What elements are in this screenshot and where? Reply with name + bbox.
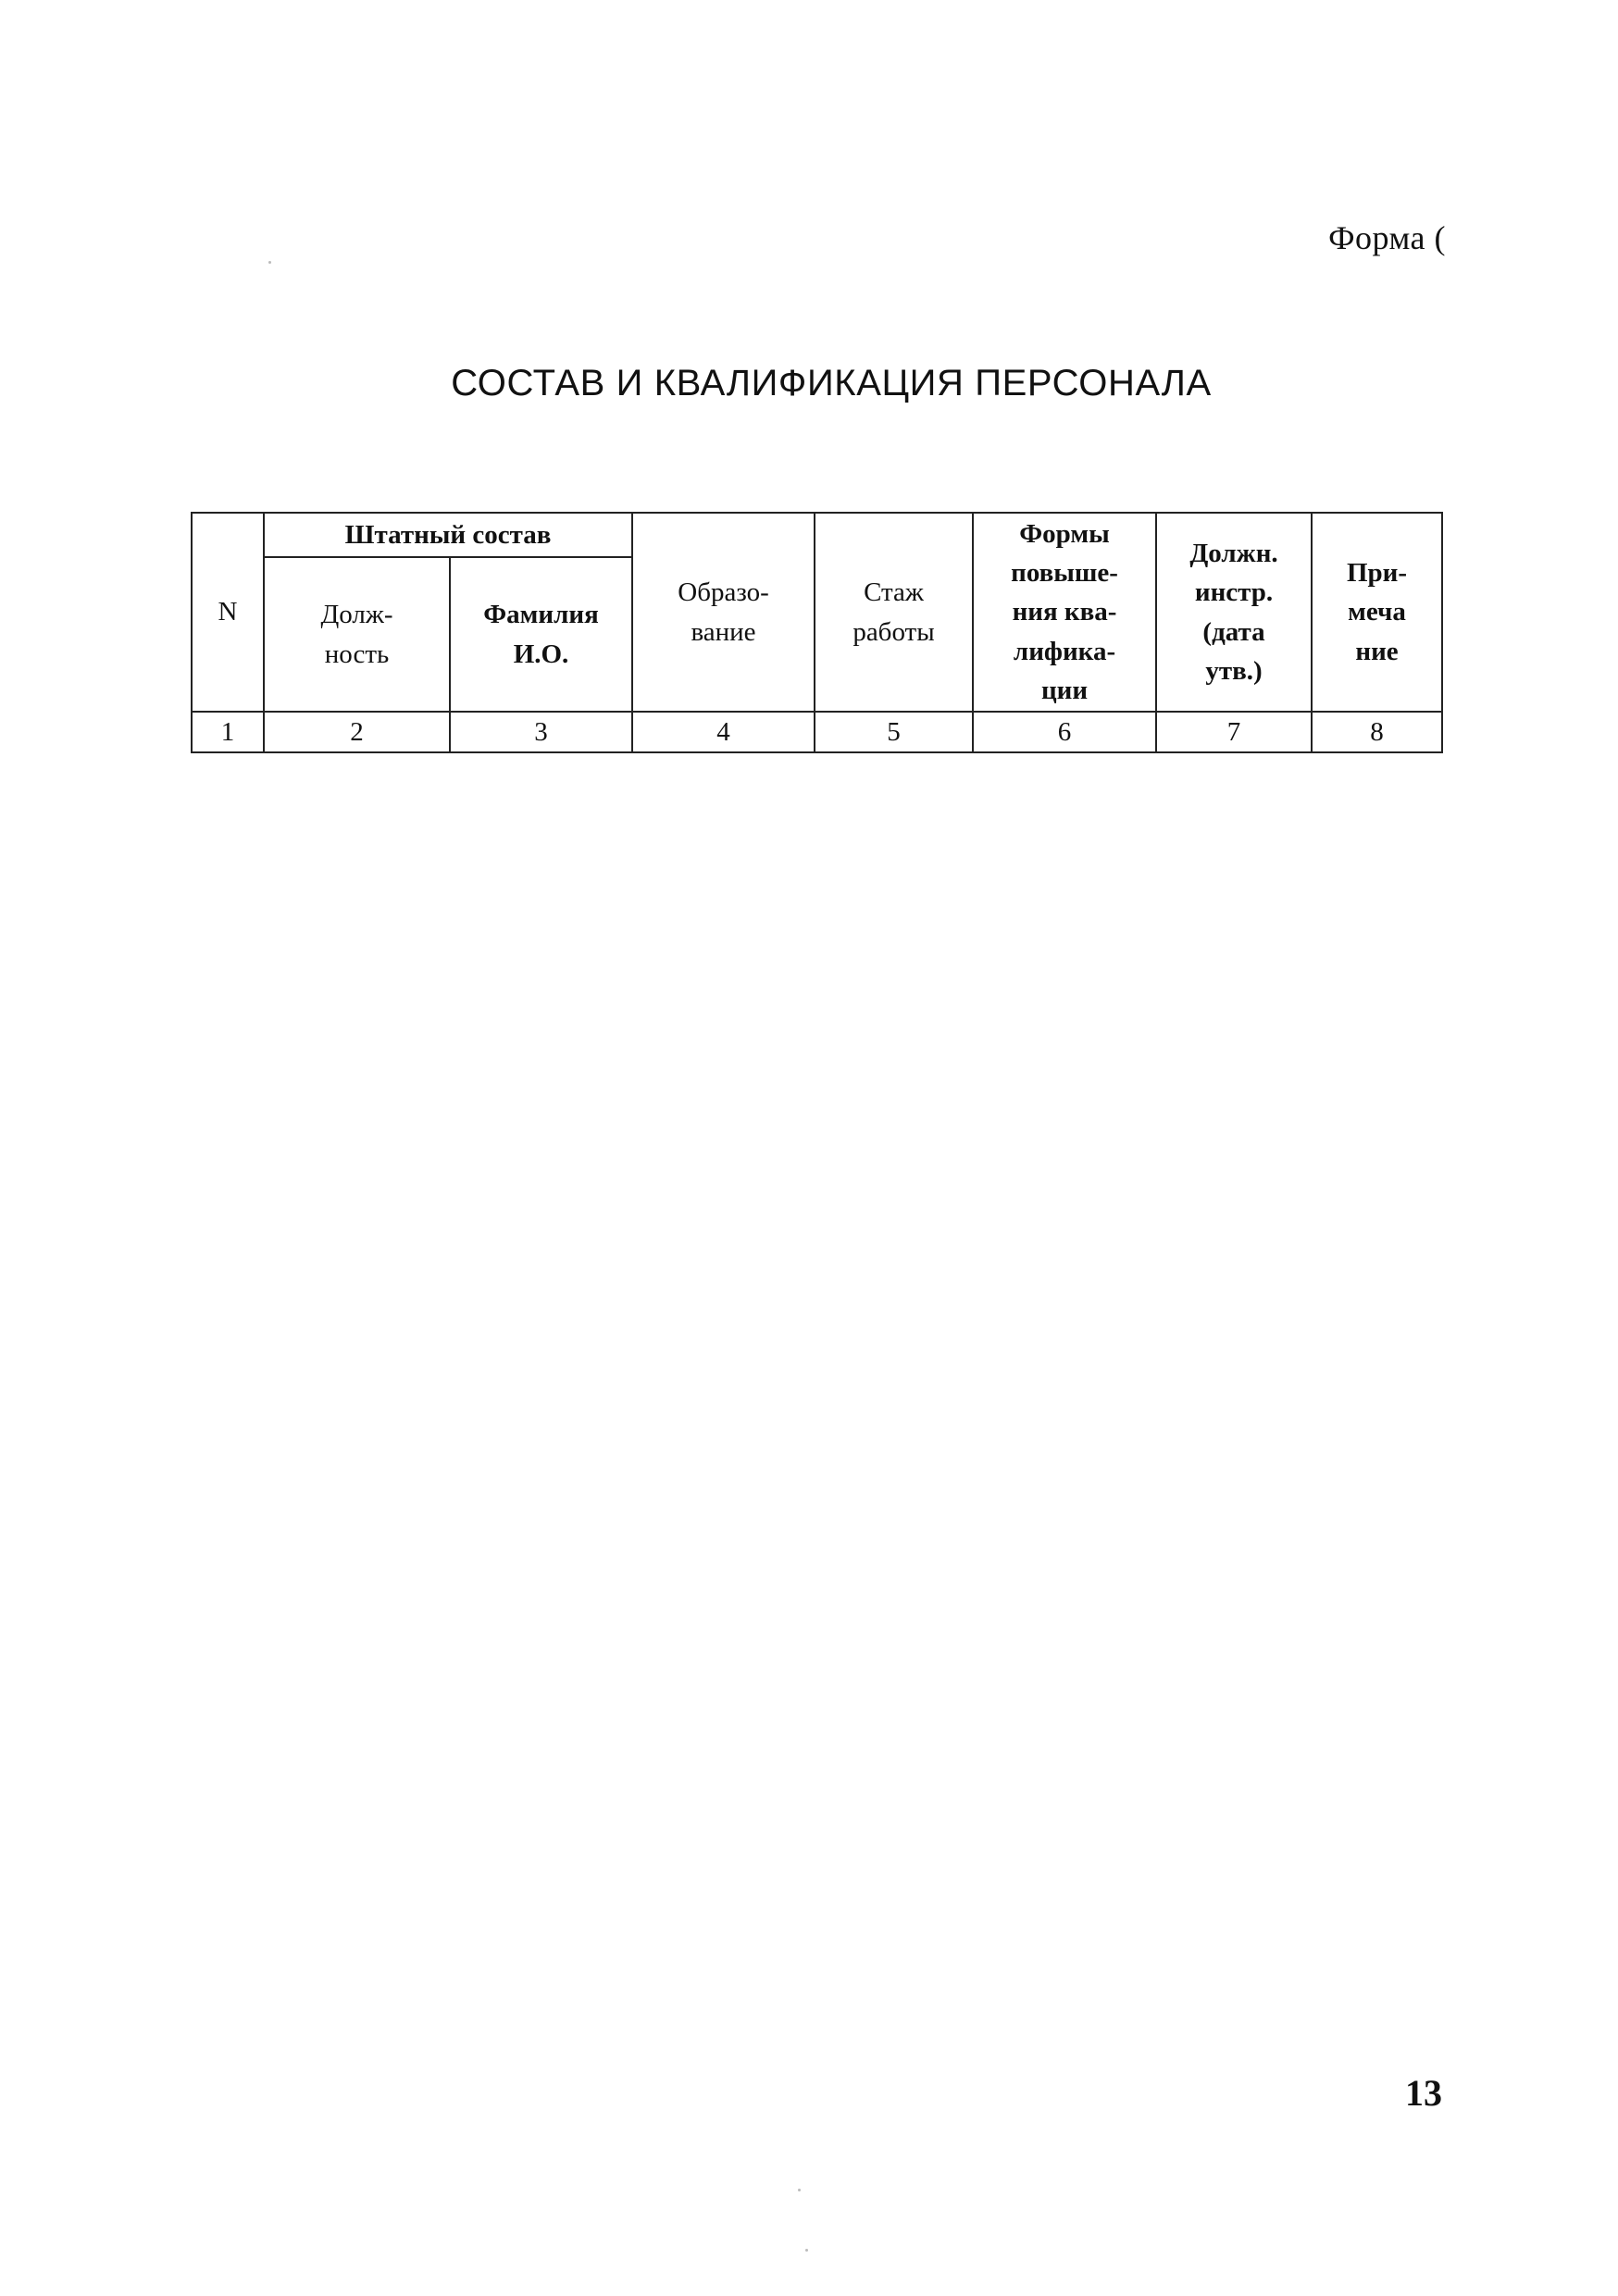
header-cell-n <box>192 513 264 712</box>
column-number-cell: 7 <box>1156 712 1312 752</box>
scan-speck <box>805 2249 808 2252</box>
scan-speck <box>798 2189 801 2191</box>
staff-qualification-table <box>191 512 1443 753</box>
column-number-cell: 1 <box>192 712 264 752</box>
column-number-cell: 4 <box>632 712 815 752</box>
header-instructions-label: Должн. инстр. (дата утв.) <box>1189 539 1278 686</box>
table-header-row <box>192 513 1442 557</box>
header-cell-experience <box>815 513 973 712</box>
column-number-cell: 2 <box>264 712 450 752</box>
column-number-cell: 8 <box>1312 712 1442 752</box>
header-name-label: Фамилия И.О. <box>483 600 599 669</box>
header-cell-education <box>632 513 815 712</box>
header-training-label: Формы повыше- ния ква- лифика- ции <box>1011 519 1118 705</box>
header-education-label: Образо- вание <box>678 577 769 647</box>
header-position-label: Долж- ность <box>320 600 393 669</box>
header-cell-instructions <box>1156 513 1312 712</box>
header-notes-label: При- меча ние <box>1346 558 1408 666</box>
table-column-numbers-row <box>192 712 1442 752</box>
column-number-cell: 6 <box>973 712 1156 752</box>
page-number: 13 <box>1405 2072 1442 2114</box>
header-experience-label: Стаж работы <box>853 577 935 647</box>
scan-speck <box>268 261 271 264</box>
header-cell-notes <box>1312 513 1442 712</box>
page-title-container <box>424 363 1238 404</box>
header-cell-training <box>973 513 1156 712</box>
header-cell-position <box>264 557 450 712</box>
header-cell-staff-group <box>264 513 632 557</box>
header-cell-name <box>450 557 632 712</box>
header-staff-group-label: Штатный состав <box>344 519 552 550</box>
form-label: Форма ( <box>1328 219 1446 256</box>
header-n-label: N <box>218 597 238 627</box>
column-number-cell: 3 <box>450 712 632 752</box>
column-number-cell: 5 <box>815 712 973 752</box>
page-title: СОСТАВ И КВАЛИФИКАЦИЯ ПЕРСОНАЛА <box>451 363 1212 403</box>
